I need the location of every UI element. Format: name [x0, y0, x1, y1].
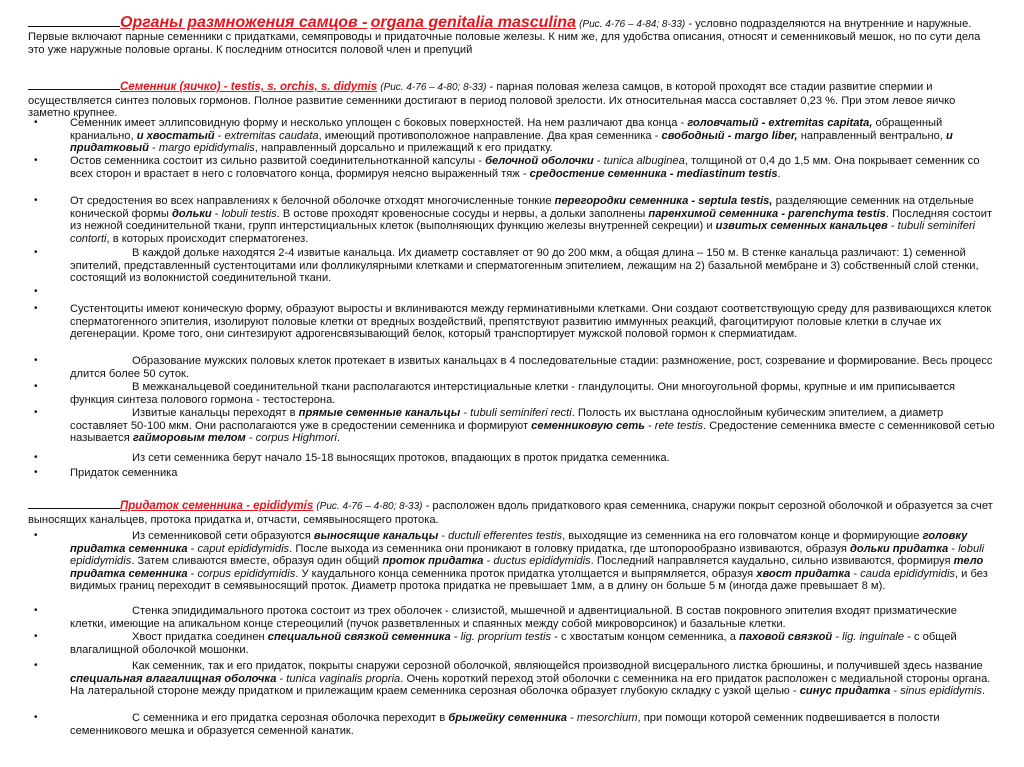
text-run: , имеющий противоположное направление. Два края семенника - — [318, 129, 662, 142]
text-run: - — [245, 432, 256, 445]
underline-spacer — [28, 16, 120, 27]
text-run: - — [593, 155, 604, 167]
text-run: . — [336, 432, 340, 445]
text-run: , в которых происходит сперматогенез. — [106, 232, 309, 245]
testis-text: - парная половая железа самцов, в которой проходят все стадии развитие спермии и осуществляется синтез половых гормонов. Полное развитие семенники достигают в период половой зрелости. Их относительная масса составляет 0,23 %. При этом левое яичко заметно крупнее. — [28, 81, 956, 120]
text-run: специальная влагалищная оболочка — [70, 672, 277, 685]
epididymis-paragraph — [28, 498, 996, 526]
bullet-serosa — [34, 660, 996, 698]
text-run: . У каудального конца семенника проток придатка утолщается и выпрямляется, образуя — [295, 567, 757, 580]
text-run: , направленный дорсально и прилежащий к его придатку. — [254, 142, 553, 155]
text-run: разделяющие семенник на отдельные конической формы — [70, 195, 974, 220]
text-run: . Затем сливаются вместе, образуя один общий — [131, 555, 383, 568]
title-latin: organa genitalia masculina — [370, 14, 576, 31]
text-run: и придатковый — [70, 129, 953, 155]
text-run: специальной связкой семенника — [267, 631, 451, 643]
text-run: Стенка эпидидимального протока состоит из трех оболочек - слизистой, мышечной и адвентициальной. В состав покровного эпителия входят призматические клетки, имеющие на апикальном конце стереоцилий (пучок разветвленных и спаянных между собой микроворсинок) и базальные клетки. — [70, 605, 957, 630]
text-run: свободный - margo liber, — [661, 129, 798, 142]
text-run: Хвост придатка соединен — [132, 631, 268, 643]
text-run: Из семенниковой сети образуются — [132, 530, 314, 542]
text-run: Извитые канальцы переходят в — [132, 407, 299, 419]
title-ref: (Рис. 4-76 – 4-84; 8-33) — [579, 19, 686, 30]
text-run: направленный вентрально, — [797, 129, 946, 142]
text-run: ductus epididymidis — [493, 555, 591, 568]
text-run: - с общей влагалищной оболочкой мошонки. — [70, 631, 957, 656]
underline-spacer — [28, 498, 120, 509]
testis-paragraph — [28, 79, 996, 120]
text-run: rete testis — [654, 419, 704, 432]
text-run: дольки придатка — [850, 542, 949, 555]
text-run: - — [483, 555, 494, 568]
text-run: mesorchium — [576, 712, 638, 724]
text-run: - — [832, 631, 843, 643]
text-run: lobuli epididymidis — [70, 542, 985, 568]
title-paragraph — [28, 16, 996, 57]
text-run: . Последняя состоит из нежной соединительной ткани, групп интерстициальных клеток (выполняющих функцию железы внутренней секреции) и — [70, 207, 993, 233]
bullet-straight-tubules — [34, 407, 996, 445]
text-run: Придаток семенника — [70, 467, 178, 479]
testis-ref: (Рис. 4-76 – 4-80; 8-33) — [380, 82, 487, 93]
text-run: - — [276, 672, 287, 685]
text-run: гайморовым телом — [132, 432, 246, 445]
text-run: - — [211, 207, 222, 220]
text-run: sinus epididymis — [900, 685, 982, 698]
text-run: - — [890, 685, 901, 698]
text-run: margo epididymalis — [158, 142, 255, 155]
text-run: проток придатка — [382, 555, 484, 568]
text-run: - — [214, 129, 225, 142]
text-run: . Полость их выстлана однослойным кубическим эпителием, а диаметр составляет 50-100 мкм. Они располагаются уже в средостении семенника и формируют — [70, 407, 944, 432]
underline-spacer — [28, 79, 120, 90]
text-run: В каждой дольке находятся 2-4 извитые канальца. Их диаметр составляет от 90 до 200 мкм, а общая длина – 150 м. В стенке канальца различают: 1) семенной эпителий, представленный сустентоцитами или фолликулярными клетками и сперматогенным эпителием, лежащим на 2) базальной мембране и 3) собственный слой стенки, состоящий из волокнистой соединительной ткани. — [70, 247, 979, 285]
epididymis-ref: (Рис. 4-76 – 4-80; 8-33) — [316, 501, 423, 512]
text-run: . — [981, 685, 986, 698]
text-run: - — [187, 567, 198, 580]
text-run: перегородки семенника - septula testis, — [554, 195, 773, 207]
text-run: . В остове проходят кровеносные сосуды и нервы, а дольки заполнены — [276, 207, 649, 220]
text-run: . Средостение семенника вместе с семенниковой сетью называется — [70, 419, 995, 445]
text-run: extremitas caudata — [224, 129, 319, 142]
text-run: головчатый - extremitas capitata, — [687, 117, 873, 129]
bullet-lobules — [34, 247, 996, 285]
bullet-ducts — [34, 530, 996, 593]
text-run: - — [644, 419, 655, 432]
text-run: дольки — [171, 207, 212, 220]
text-run: tunica albuginea — [603, 155, 685, 167]
text-run: хвост придатка — [756, 567, 851, 580]
text-run: - с хвостатым концом семенника, а — [551, 631, 740, 643]
text-run: и хвостатый — [136, 129, 215, 142]
text-run: Остов семенника состоит из сильно развитой соединительнотканной капсулы - — [70, 155, 486, 167]
text-run: , выходящие из семенника на его головчатом конце и формирующие — [562, 530, 923, 542]
text-run: Семенник имеет эллипсовидную форму и несколько уплощен с боковых поверхностей. На нем различают два конца - — [70, 117, 688, 129]
text-run: Сустентоциты имеют коническую форму, образуют выросты и вклиниваются между герминативными клетками. Они создают соответствующую среду для развивающихся клеток сперматогенного эпителия, изолируют половые клетки от вредных воздействий, препятствуют развитию иммунных реакций, фагоцитируют половые клетки в случае их дегенерации. Кроме того, они синтезируют адрогенсвязывающий белок, который транспортирует мужской половой гормон к спермиатидам. — [70, 303, 992, 341]
title-text: - условно подразделяются на внутренние и наружные. Первые включают парные семенники с придатками, семяпроводы и придаточные половые железы. К ним же, для удобства описания, относят и семенниковый мешок, но по сути дела это уже наружные половые органы. К последним относится половой член и препуций — [28, 18, 981, 56]
text-run: . Последний направляется каудально, сильно извиваются, формируя — [590, 555, 954, 568]
bullet-ligaments — [34, 631, 996, 656]
text-run: Из сети семенника берут начало 15-18 выносящих протоков, впадающих в проток придатка семенника. — [132, 452, 670, 464]
text-run: lig. inguinale — [842, 631, 905, 643]
text-run: От средостения во всех направлениях к белочной оболочке отходят многочисленные тонкие — [70, 195, 555, 207]
text-run: tunica vaginalis propria — [286, 672, 401, 685]
text-run: ductuli efferentes testis — [448, 530, 563, 542]
text-run: - — [450, 631, 461, 643]
text-run: lig. proprium testis — [460, 631, 552, 643]
title-heading: Органы размножения самцов - — [120, 14, 368, 31]
text-run: Образование мужских половых клеток протекает в извитых канальцах в 4 последовательные стадии: размножение, рост, созревание и формирование. Весь процесс длится более 50 суток. — [70, 355, 993, 380]
text-run: - — [948, 542, 959, 555]
bullet-epididymis-label — [34, 467, 996, 480]
text-run: . Очень короткий переход этой оболочки с семенника на его придаток расположен с медиальной стороны органа. На латеральной стороне между придатком и прилежащим краем семенника серозная оболочка образует глубокую складку с узкой щелью - — [70, 672, 991, 698]
text-run: извитых семенных канальцев — [715, 220, 888, 233]
text-run: паховой связкой — [739, 631, 833, 643]
text-run: В межканальцевой соединительной ткани располагаются интерстициальные клетки - гландулоциты. Они многоугольной формы, крупные и им приписывается функция синтеза полового гормона - тестостерона. — [70, 381, 956, 406]
bullet-efferent — [34, 452, 996, 465]
bullet-sustentocytes — [34, 303, 996, 341]
bullet-wall — [34, 605, 996, 630]
text-run: тело придатка семенника — [70, 555, 984, 580]
text-run: lobuli testis — [221, 207, 277, 220]
text-run: corpus Highmori — [255, 432, 337, 445]
text-run: - — [566, 712, 577, 724]
text-run: выносящие канальцы — [313, 530, 439, 542]
text-run: , толщиной от 0,4 до 1,5 мм. Она покрывает семенник со всех сторон и врастает в него с головчатого конца, формируя неясно выраженный тяж - — [70, 155, 980, 180]
bullet-septa — [34, 195, 996, 245]
epididymis-text: - расположен вдоль придаткового края семенника, снаружи покрыт серозной оболочкой и образуется за счет выносящих канальцев, протока придатка и, отчасти, семявыносящего протока. — [28, 500, 993, 526]
text-run: С семенника и его придатка серозная оболочка переходит в — [132, 712, 449, 724]
text-run: , при помощи которой семенник подвешивается в полости семенникового мешка и образуется семенной канатик. — [70, 712, 940, 737]
text-run: обращенный краниально, — [70, 117, 943, 142]
text-run: tubuli seminiferi contorti — [70, 220, 976, 245]
text-run: брыжейку семенника — [448, 712, 567, 724]
text-run: прямые семенные канальцы — [298, 407, 461, 419]
text-run: tubuli seminiferi recti — [470, 407, 572, 419]
text-run: cauda epididymidis — [860, 567, 955, 580]
text-run: средостение семенника - mediastinum testis — [529, 167, 778, 180]
testis-heading: Семенник (яичко) - testis, s. orchis, s. didymis — [120, 81, 378, 93]
text-run: - — [187, 542, 198, 555]
text-run: , и без видимых границ переходит в семявыносящий проток. Диаметр протока придатка не превышает 1мм, а в длину он больше 5 м (иногда даже превышает 8 м). — [70, 567, 988, 593]
text-run: - — [148, 142, 159, 155]
text-run: паренхимой семенника - parenchyma testis — [648, 207, 886, 220]
bullet-shape — [34, 117, 996, 155]
text-run: - — [850, 567, 861, 580]
bullet-mesorchium — [34, 712, 996, 737]
text-run: - — [460, 407, 471, 419]
text-run: белочной оболочки — [485, 155, 594, 167]
text-run: - — [887, 220, 898, 233]
bullet-capsule — [34, 155, 996, 180]
text-run: . После выхода из семенника они проникают в головку придатка, где штопорообразно извиваются, образуя — [289, 542, 850, 555]
bullet-spermatogenesis — [34, 355, 996, 380]
text-run: семенниковую сеть — [531, 419, 645, 432]
text-run: corpus epididymidis — [197, 567, 296, 580]
text-run: синус придатка — [799, 685, 891, 698]
text-run: caput epididymidis — [197, 542, 290, 555]
bullet-interstitial — [34, 381, 996, 406]
text-run: - — [438, 530, 449, 542]
text-run: . — [777, 167, 781, 180]
text-run: головку придатка семенника — [70, 530, 968, 555]
epididymis-heading: Придаток семенника - epididymis — [120, 500, 314, 512]
text-run: Как семенник, так и его придаток, покрыты снаружи серозной оболочкой, являющейся производной висцерального листка брюшины, и получившей здесь название — [132, 660, 983, 672]
